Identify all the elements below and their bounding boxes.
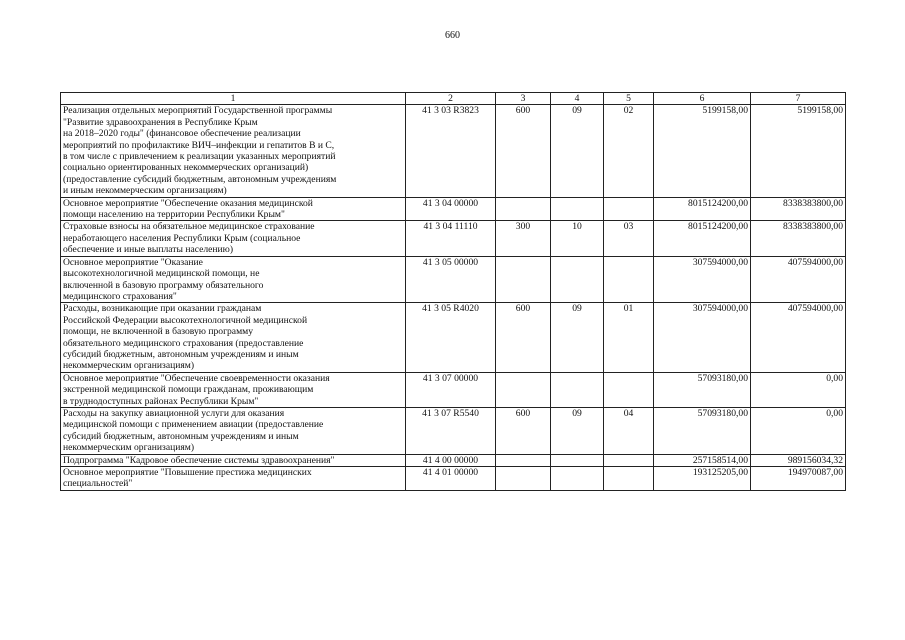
table-row — [61, 256, 846, 303]
table-row — [61, 372, 846, 407]
row-expense-type — [496, 256, 551, 303]
column-header: 2 — [406, 93, 496, 105]
row-section — [551, 467, 604, 491]
row-section — [551, 372, 604, 407]
column-header: 6 — [654, 93, 751, 105]
column-header: 3 — [496, 93, 551, 105]
row-amount-2: 989156034,32 — [751, 454, 846, 466]
row-section — [551, 256, 604, 303]
row-expense-type — [496, 372, 551, 407]
column-header: 1 — [61, 93, 406, 105]
row-expense-type — [496, 197, 551, 221]
row-expense-type: 300 — [496, 221, 551, 256]
row-section — [551, 454, 604, 466]
row-subsection — [604, 256, 654, 303]
row-subsection: 01 — [604, 303, 654, 372]
row-expense-type: 600 — [496, 407, 551, 454]
table-row — [61, 407, 846, 454]
row-code: 41 3 04 00000 — [406, 197, 496, 221]
table-row — [61, 303, 846, 372]
budget-table — [60, 92, 846, 491]
row-amount-1: 307594000,00 — [654, 303, 751, 372]
table-row — [61, 221, 846, 256]
row-section: 09 — [551, 407, 604, 454]
row-section: 09 — [551, 105, 604, 197]
row-subsection — [604, 197, 654, 221]
row-amount-1: 8015124200,00 — [654, 197, 751, 221]
row-amount-2: 8338383800,00 — [751, 221, 846, 256]
row-section — [551, 197, 604, 221]
table-row — [61, 105, 846, 197]
row-expense-type — [496, 454, 551, 466]
row-description: Основное мероприятие "Повышение престижа медицинских специальностей" — [61, 467, 406, 491]
row-amount-2: 407594000,00 — [751, 303, 846, 372]
table-header-row — [61, 93, 846, 105]
row-code: 41 3 07 R5540 — [406, 407, 496, 454]
row-amount-2: 8338383800,00 — [751, 197, 846, 221]
row-expense-type: 600 — [496, 105, 551, 197]
row-code: 41 3 05 R4020 — [406, 303, 496, 372]
row-amount-1: 307594000,00 — [654, 256, 751, 303]
row-amount-1: 5199158,00 — [654, 105, 751, 197]
row-description: Основное мероприятие "Обеспечение своевременности оказания экстренной медицинской помощи гражданам, проживающим в труднодоступных районах Республики Крым" — [61, 372, 406, 407]
row-section: 10 — [551, 221, 604, 256]
row-description: Реализация отдельных мероприятий Государственной программы "Развитие здравоохранения в Республике Крым на 2018–2020 годы" (финансовое обеспечение реализации мероприятий по профилактике ВИЧ–инфекции и гепатитов В и С, в том числе с привлечением к реализации указанных мероприятий социально ориентированных некоммерческих организаций) (предоставление субсидий бюджетным, автономным учреждениям и иным некоммерческим организациям) — [61, 105, 406, 197]
column-header: 7 — [751, 93, 846, 105]
row-code: 41 3 05 00000 — [406, 256, 496, 303]
column-header: 5 — [604, 93, 654, 105]
table-row — [61, 454, 846, 466]
row-amount-1: 193125205,00 — [654, 467, 751, 491]
row-amount-1: 57093180,00 — [654, 407, 751, 454]
column-header: 4 — [551, 93, 604, 105]
row-description: Основное мероприятие "Обеспечение оказания медицинской помощи населению на территории Республики Крым" — [61, 197, 406, 221]
row-subsection — [604, 454, 654, 466]
row-amount-2: 407594000,00 — [751, 256, 846, 303]
row-code: 41 4 00 00000 — [406, 454, 496, 466]
row-code: 41 4 01 00000 — [406, 467, 496, 491]
row-code: 41 3 03 R3823 — [406, 105, 496, 197]
row-code: 41 3 07 00000 — [406, 372, 496, 407]
row-section: 09 — [551, 303, 604, 372]
table-row — [61, 197, 846, 221]
row-amount-2: 0,00 — [751, 372, 846, 407]
row-subsection: 03 — [604, 221, 654, 256]
row-expense-type — [496, 467, 551, 491]
row-description: Расходы, возникающие при оказании гражданам Российской Федерации высокотехнологичной медицинской помощи, не включенной в базовую программу обязательного медицинского страхования (предоставление субсидий бюджетным, автономным учреждениям и иным некоммерческим организациям) — [61, 303, 406, 372]
row-subsection: 02 — [604, 105, 654, 197]
row-description: Страховые взносы на обязательное медицинское страхование неработающего населения Республики Крым (социальное обеспечение и иные выплаты населению) — [61, 221, 406, 256]
row-amount-2: 194970087,00 — [751, 467, 846, 491]
row-subsection: 04 — [604, 407, 654, 454]
table-row — [61, 467, 846, 491]
row-amount-1: 8015124200,00 — [654, 221, 751, 256]
row-description: Основное мероприятие "Оказание высокотехнологичной медицинской помощи, не включенной в базовую программу обязательного медицинского страхования" — [61, 256, 406, 303]
row-description: Расходы на закупку авиационной услуги для оказания медицинской помощи с применением авиации (предоставление субсидий бюджетным, автономным учреждениям и иным некоммерческим организациям) — [61, 407, 406, 454]
page-number: 660 — [445, 30, 460, 41]
row-subsection — [604, 372, 654, 407]
row-subsection — [604, 467, 654, 491]
row-amount-1: 57093180,00 — [654, 372, 751, 407]
row-amount-1: 257158514,00 — [654, 454, 751, 466]
row-amount-2: 5199158,00 — [751, 105, 846, 197]
row-expense-type: 600 — [496, 303, 551, 372]
row-amount-2: 0,00 — [751, 407, 846, 454]
row-code: 41 3 04 11110 — [406, 221, 496, 256]
row-description: Подпрограмма "Кадровое обеспечение системы здравоохранения" — [61, 454, 406, 466]
